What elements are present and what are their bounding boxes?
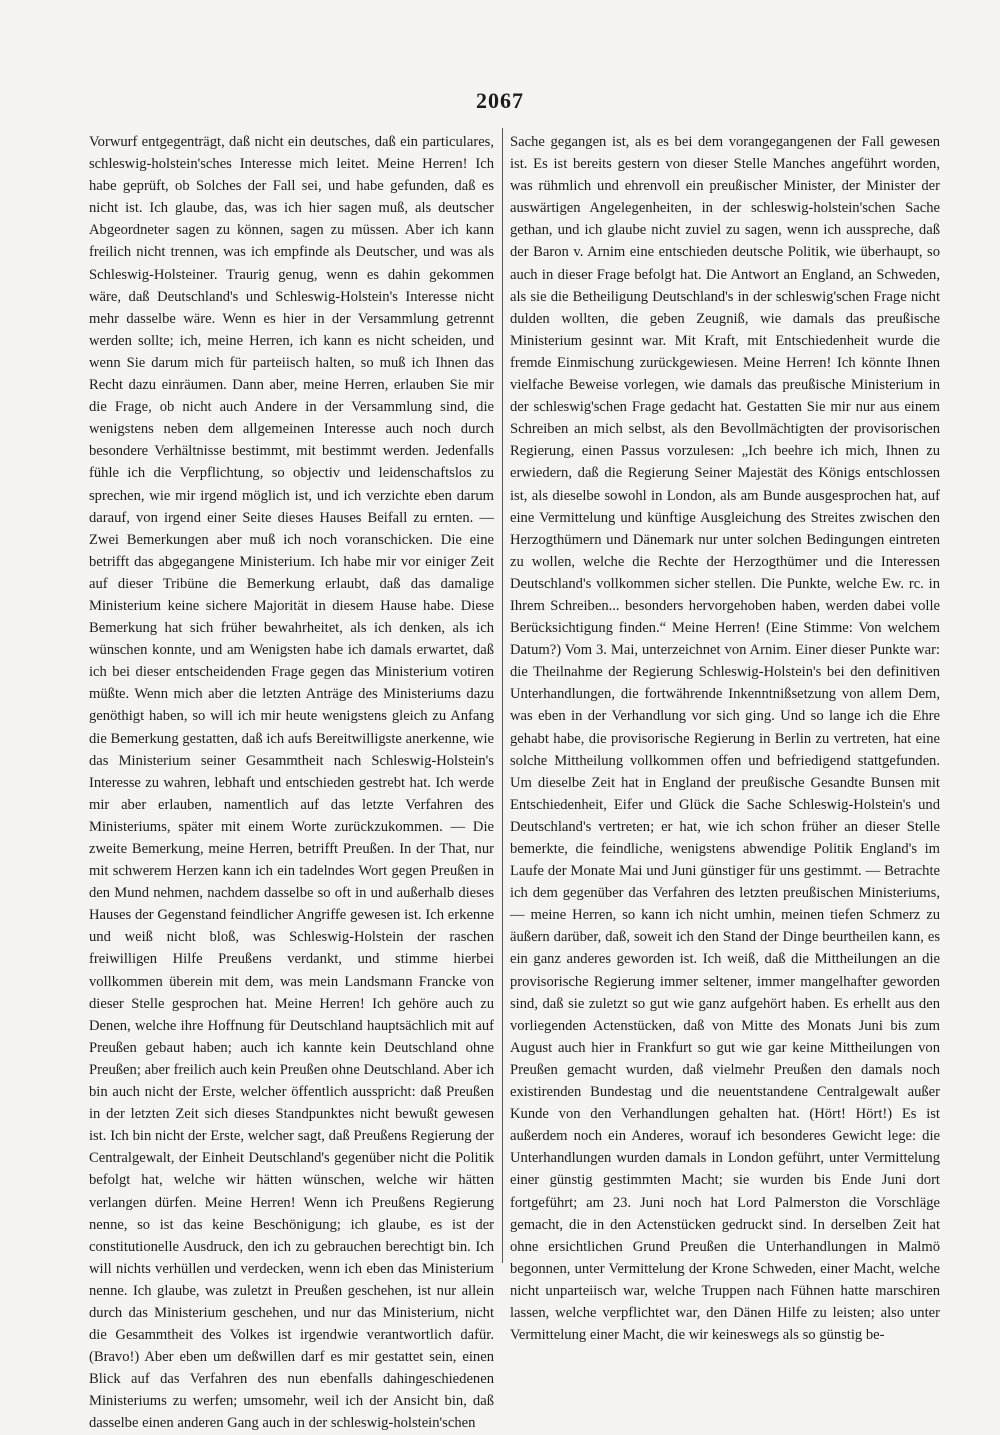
page-number: 2067 [476,88,524,113]
right-column-text: Sache gegangen ist, als es bei dem vorangegangenen der Fall gewesen ist. Es ist bereits gestern von dieser Stelle Manches angeführt worden, was rühmlich und ehrenvoll ein preußischer Minister, der Minister der auswärtigen Angelegenheiten, in der schleswig-holstein'schen Sache gethan, und ich glaube nicht zuviel zu sagen, wenn ich ausspreche, daß der Baron v. Arnim eine entschieden deutsche Politik, wie überhaupt, so auch in dieser Frage befolgt hat. Die Antwort an England, an Schweden, als sie die Betheiligung Deutschland's in der schleswig'schen Frage nicht dulden wollten, die geben Zeugniß, wie damals das preußische Ministerium gesinnt war. Mit Kraft, mit Entschiedenheit wurde die fremde Einmischung zurückgewiesen. Meine Herren! Ich könnte Ihnen vielfache Beweise vorlegen, wie damals das preußische Ministerium in der schleswig'schen Frage gedacht hat. Gestatten Sie mir nur aus einem Schreiben an mich selbst, als den Bevollmächtigten der provisorischen Regierung, einen Passus vorzulesen: „Ich beehre ich mich, Ihnen zu erwiedern, daß die Regierung Seiner Majestät des Königs entschlossen ist, als dieselbe sowohl in London, als am Bunde ausgesprochen hat, auf eine Vermittelung und künftige Ausgleichung des Streites zwischen den Herzogthümern und Dänemark nur unter solchen Bedingungen eintreten zu wollen, welche die Rechte der Herzogthümer und die Interessen Deutschland's vollkommen sicher stellen. Die Punkte, welche Ew. rc. in Ihrem Schreiben... besonders hervorgehoben haben, werden dabei volle Berücksichtigung finden.“ Meine Herren! (Eine Stimme: Von welchem Datum?) Vom 3. Mai, unterzeichnet von Arnim. Einer dieser Punkte war: die Theilnahme der Regierung Schleswig-Holstein's bei den definitiven Unterhandlungen, die fortwährende Inkenntnißsetzung von allem Dem, was eben in der Verhandlung vor sich ging. Und so lange ich die Ehre gehabt habe, die provisorische Regierung in Berlin zu vertreten, hat eine solche Mittheilung vollkommen offen und befriedigend stattgefunden. Um dieselbe Zeit hat in England der preußische Gesandte Bunsen mit Entschiedenheit, Eifer und Glück die Sache Schleswig-Holstein's und Deutschland's vertreten; er hat, wie ich schon früher an dieser Stelle bemerkte, die feindliche, wenigstens abwendige Politik England's im Laufe der Monate Mai und Juni günstiger für uns gestimmt. — Betrachte ich dem gegenüber das Verfahren des letzten preußischen Ministeriums, — meine Herren, so kann ich nicht umhin, meinen tiefen Schmerz zu äußern darüber, daß, soweit ich den Stand der Dinge beurtheilen kann, es ein ganz anderes geworden ist. Ich weiß, daß die Mittheilungen an die provisorische Regierung immer seltener, immer mangelhafter geworden sind, daß sie zuletzt so gut wie ganz aufgehört haben. Es erhellt aus den vorliegenden Actenstücken, daß von Mitte des Monats Juni bis zum August auch hier in Frankfurt so gut wie gar keine Mittheilungen von Preußen gemacht wurden, daß vielmehr Preußen den damals noch existirenden Bundestag und die neuentstandene Centralgewalt außer Kunde von den Verhandlungen gehalten hat. (Hört! Hört!) Es ist außerdem noch ein Anderes, worauf ich besonderes Gewicht lege: die Unterhandlungen wurden damals in London geführt, unter Vermittelung einer günstig gestimmten Macht; sie wurden bis Ende Juni dort fortgeführt; am 23. Juni noch hat Lord Palmerston die Vorschläge gemacht, die in den Actenstücken gedruckt sind. In derselben Zeit hat ohne ersichtlichen Grund Preußen die Unterhandlungen in Malmö begonnen, unter Vermittelung der Krone Schweden, einer Macht, welche nicht unparteiisch war, welche Truppen nach Fühnen hatte marschiren lassen, welche verpflichtet war, den Dänen Hilfe zu leisten; also unter Vermittelung einer Macht, die wir keineswegs als so günstig be- [510,134,940,1344]
left-column-text: Vorwurf entgegenträgt, daß nicht ein deutsches, daß ein particulares, schleswig-holstein'sches Interesse mich leitet. Meine Herren! Ich habe geprüft, ob Solches der Fall sei, und habe gefunden, daß es nicht ist. Ich glaube, das, was ich hier sagen muß, als deutscher Abgeordneter sagen zu können, sagen zu müssen. Aber ich kann freilich nicht trennen, was ich empfinde als Deutscher, und was als Schleswig-Holsteiner. Traurig genug, wenn es dahin gekommen wäre, daß Deutschland's und Schleswig-Holstein's Interesse nicht mehr dasselbe wäre. Wenn es hier in der Versammlung getrennt werden sollte; ich, meine Herren, ich kann es nicht scheiden, und wenn Sie darum mich für parteiisch halten, so muß ich Ihnen das Recht dazu einräumen. Dann aber, meine Herren, erlauben Sie mir die Frage, ob nicht auch Andere in der Versammlung sind, die wenigstens neben dem allgemeinen Interesse auch noch durch besondere Verhältnisse bestimmt, mit bestimmt werden. Jedenfalls fühle ich die Verpflichtung, so objectiv und leidenschaftslos zu sprechen, wie mir irgend möglich ist, und ich verzichte eben darum darauf, von irgend einer Seite dieses Hauses Beifall zu ernten. — Zwei Bemerkungen aber muß ich noch voranschicken. Die eine betrifft das abgegangene Ministerium. Ich habe mir vor einiger Zeit auf dieser Tribüne die Bemerkung erlaubt, daß das damalige Ministerium keine sichere Majorität in diesem Hause habe. Diese Bemerkung hat sich früher bewahrheitet, als ich denken, als ich wünschen konnte, und am Wenigsten habe ich damals erwartet, daß ich bei dieser entscheidenden Frage gegen das Ministerium votiren müßte. Wenn mich aber die letzten Anträge des Ministeriums dazu genöthigt haben, so will ich mir heute wenigstens gleich zu Anfang die Bemerkung gestatten, daß ich aufs Bereitwilligste anerkenne, wie das Ministerium seiner Gesammtheit nach Schleswig-Holstein's Interesse zu wahren, lebhaft und entschieden gestrebt hat. Ich werde mir aber erlauben, namentlich auf das letzte Verfahren des Ministeriums, später mit einem Worte zurückzukommen. — Die zweite Bemerkung, meine Herren, betrifft Preußen. In der That, nur mit schwerem Herzen kann ich ein tadelndes Wort gegen Preußen in den Mund nehmen, nachdem dasselbe so oft in und außerhalb dieses Hauses der Gegenstand feindlicher Angriffe gewesen ist. Ich erkenne und weiß nicht bloß, was Schleswig-Holstein der raschen freiwilligen Hilfe Preußens verdankt, und stimme hierbei vollkommen überein mit dem, was mein Landsmann Francke von dieser Stelle gesprochen hat. Meine Herren! Ich gehöre auch zu Denen, welche ihre Hoffnung für Deutschland hauptsächlich mit auf Preußen gebaut haben; auch ich kannte kein Deutschland ohne Preußen; aber freilich auch kein Preußen ohne Deutschland. Aber ich bin auch nicht der Erste, welcher öffentlich ausspricht: daß Preußen in der letzten Zeit sich dieses Standpunktes nicht bewußt gewesen ist. Ich bin nicht der Erste, welcher sagt, daß Preußens Regierung der Centralgewalt, der Einheit Deutschland's gegenüber nicht die Politik befolgt hat, welche wir hätten wünschen, welche wir hätten verlangen dürfen. Meine Herren! Wenn ich Preußens Regierung nenne, so ist das keine Beschönigung; ich glaube, es ist der constitutionelle Ausdruck, den ich zu gebrauchen berechtigt bin. Ich will nichts verhüllen und verdecken, wenn ich eben das Ministerium nenne. Ich glaube, was zuletzt in Preußen geschehen, ist nur allein durch das Ministerium geschehen, und nur das Ministerium, nicht die Gesammtheit des Volkes ist irgendwie verantwortlich dafür. (Bravo!) Aber eben um deßwillen darf es mir gestattet sein, einen Blick auf das Verfahren des nun ebenfalls dahingeschiedenen Ministeriums zu werfen; umsomehr, weil ich der Ansicht bin, daß dasselbe einen anderen Gang auch in der schleswig-holstein'schen [89,134,494,1432]
left-column [89,131,494,1432]
column-divider [502,128,503,1263]
right-column [510,131,940,1344]
